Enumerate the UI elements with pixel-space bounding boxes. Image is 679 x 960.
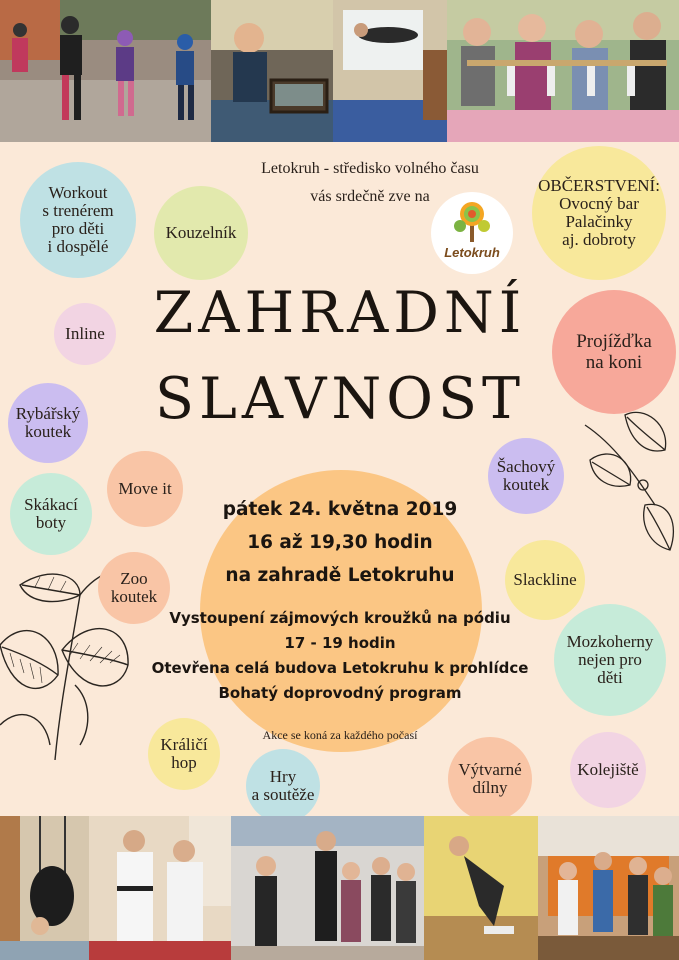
- bubble-kolejiste: Kolejiště: [570, 732, 646, 808]
- photo-judo: [89, 816, 231, 960]
- bubble-inline: Inline: [54, 303, 116, 365]
- photo-girls-with-craft: [447, 0, 679, 142]
- event-time: 16 až 19,30 hodin: [247, 532, 433, 553]
- bubble-workout: Workout s trenérem pro děti i dospělé: [20, 162, 136, 278]
- photo-inline-skating: [0, 0, 211, 142]
- photo-gymnastics: [333, 0, 447, 142]
- bubble-obcerstveni: OBČERSTVENÍ: Ovocný bar Palačinky aj. dobroty: [532, 146, 666, 280]
- title-line-2: SLAVNOST: [154, 366, 526, 432]
- bubble-sachovy: Šachový koutek: [488, 438, 564, 514]
- bubble-kouzelnik: Kouzelník: [154, 186, 248, 280]
- bubble-skakaci: Skákací boty: [10, 473, 92, 555]
- weather-note: Akce se koná za každého počasí: [262, 728, 418, 742]
- program-building: Otevřena celá budova Letokruhu k prohlídce: [151, 659, 529, 677]
- bubble-hry: Hry a soutěže: [246, 749, 320, 823]
- bubble-zoo: Zoo koutek: [98, 552, 170, 624]
- event-place: na zahradě Letokruhu: [225, 565, 455, 586]
- logo-wordmark: Letokruh: [444, 245, 500, 260]
- program-stage-time: 17 - 19 hodin: [284, 634, 396, 652]
- program-accompanying: Bohatý doprovodný program: [218, 684, 462, 702]
- bubble-mozkoherny: Mozkoherny nejen pro děti: [554, 604, 666, 716]
- program-stage: Vystoupení zájmových kroužků na pódiu: [169, 609, 511, 627]
- bubble-vytvarne: Výtvarné dílny: [448, 737, 532, 821]
- bubble-projizdka: Projížďka na koni: [552, 290, 676, 414]
- top-photo-strip: [0, 0, 679, 142]
- event-date: pátek 24. května 2019: [222, 499, 458, 520]
- bubble-rybarsky: Rybářský koutek: [8, 383, 88, 463]
- tree-logo-icon: [452, 200, 492, 244]
- bubble-move-it: Move it: [107, 451, 183, 527]
- bubble-kralici: Králičí hop: [148, 718, 220, 790]
- bubble-slackline: Slackline: [505, 540, 585, 620]
- bottom-photo-strip: [0, 816, 679, 960]
- organizer-line: Letokruh - středisko volného času: [261, 160, 479, 177]
- photo-boy-with-tank: [211, 0, 333, 142]
- photo-dance-group: [231, 816, 424, 960]
- photo-aerial-rings: [0, 816, 89, 960]
- title-line-1: ZAHRADNÍ: [153, 280, 527, 346]
- letokruh-logo: [431, 192, 513, 274]
- photo-breakdance: [424, 816, 538, 960]
- invitation-line: vás srdečně zve na: [310, 188, 430, 205]
- photo-kids-group: [538, 816, 679, 960]
